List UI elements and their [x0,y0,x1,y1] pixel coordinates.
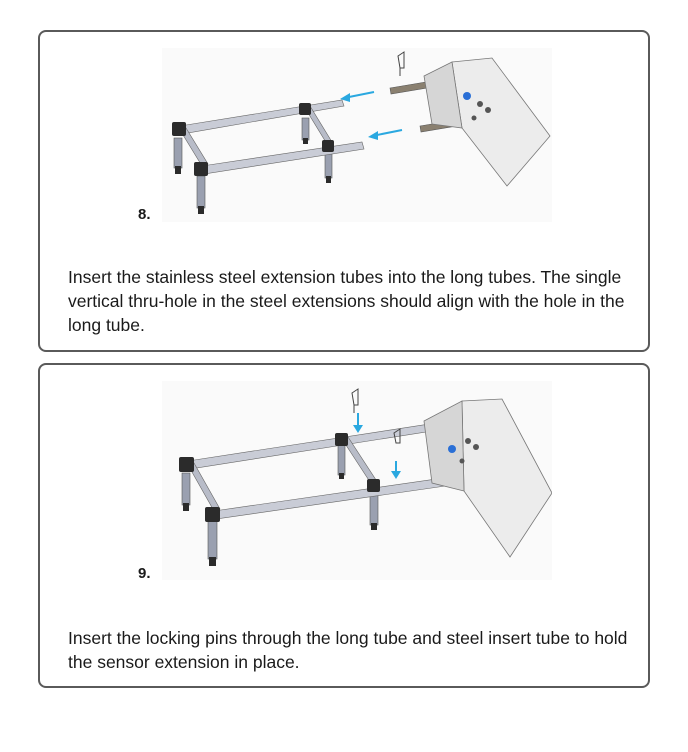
step-instruction: Insert the locking pins through the long tube and steel insert tube to hold the sensor extension in place. [68,628,628,672]
sensor-housing [424,399,552,557]
step-9-diagram [162,381,552,580]
step-number: 8. [138,206,151,223]
step-8-illustration [162,48,552,222]
step-9-illustration [162,381,552,580]
step-8-card [38,30,650,352]
locking-pin [398,52,404,76]
sensor-housing [424,58,550,186]
insertion-arrows [353,413,401,479]
step-9-card [38,363,650,688]
insertion-arrows [340,92,402,140]
step-number: 9. [138,565,151,582]
step-instruction: Insert the stainless steel extension tubes into the long tubes. The single vertical thru-hole in the steel extensions should align with the hole in the long tube. [68,267,625,335]
step-8-diagram [162,48,552,222]
